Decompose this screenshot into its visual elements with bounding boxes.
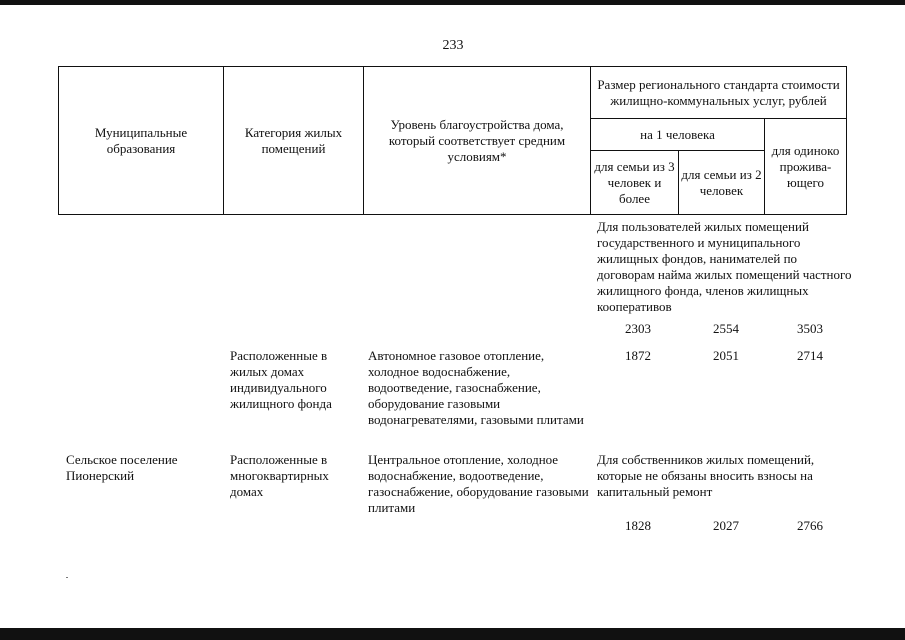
row3-value-family3: 1828 (625, 518, 651, 533)
header-family-2: для семьи из 2 человек (679, 151, 765, 215)
row3-municipality: Сельское поселение Пионерский (66, 452, 178, 483)
row2-category: Расположенные в жилых домах индивидуального жилищного фонда (230, 348, 332, 411)
table-header (58, 66, 847, 215)
header-single: для одиноко прожива-ющего (765, 119, 847, 215)
owners-note: Для собственников жилых помещений, которые не обязаны вносить взносы на капитальный ремонт (597, 452, 815, 499)
row2-amenity: Автономное газовое отопление, холодное водоснабжение, водоотведение, газоснабжение, оборудование газовыми водонагревателями, газовыми плитами (368, 348, 584, 427)
header-municipalities: Муниципальные образования (59, 67, 224, 215)
row2-value-family3: 1872 (625, 348, 651, 363)
users-note: Для пользователей жилых помещений государственного и муниципального жилищных фондов, нанимателей по договорам найма жилых помещений частного жилищного фонда, членов жилищных кооперативов (597, 219, 852, 314)
row3-value-family2: 2027 (713, 518, 739, 533)
scan-speck (66, 577, 68, 578)
page-number: 233 (442, 38, 464, 53)
header-family-3: для семьи из 3 человек и более (591, 151, 679, 215)
row1-value-family2: 2554 (713, 321, 739, 336)
row3-category: Расположенные в многоквартирных домах (230, 452, 329, 499)
row3-value-single: 2766 (797, 518, 823, 533)
header-per-person: на 1 человека (591, 119, 765, 151)
header-amenity-level: Уровень благоустройства дома, который соответствует средним условиям* (364, 67, 591, 215)
row1-value-single: 3503 (797, 321, 823, 336)
top-border (0, 0, 905, 5)
bottom-border (0, 628, 905, 640)
row3-amenity: Центральное отопление, холодное водоснабжение, водоотведение, газоснабжение, оборудование газовыми плитами (368, 452, 589, 515)
row2-value-family2: 2051 (713, 348, 739, 363)
row1-value-family3: 2303 (625, 321, 651, 336)
row2-value-single: 2714 (797, 348, 823, 363)
header-category: Категория жилых помещений (224, 67, 364, 215)
header-standard-size: Размер регионального стандарта стоимости жилищно-коммунальных услуг, рублей (591, 67, 847, 119)
